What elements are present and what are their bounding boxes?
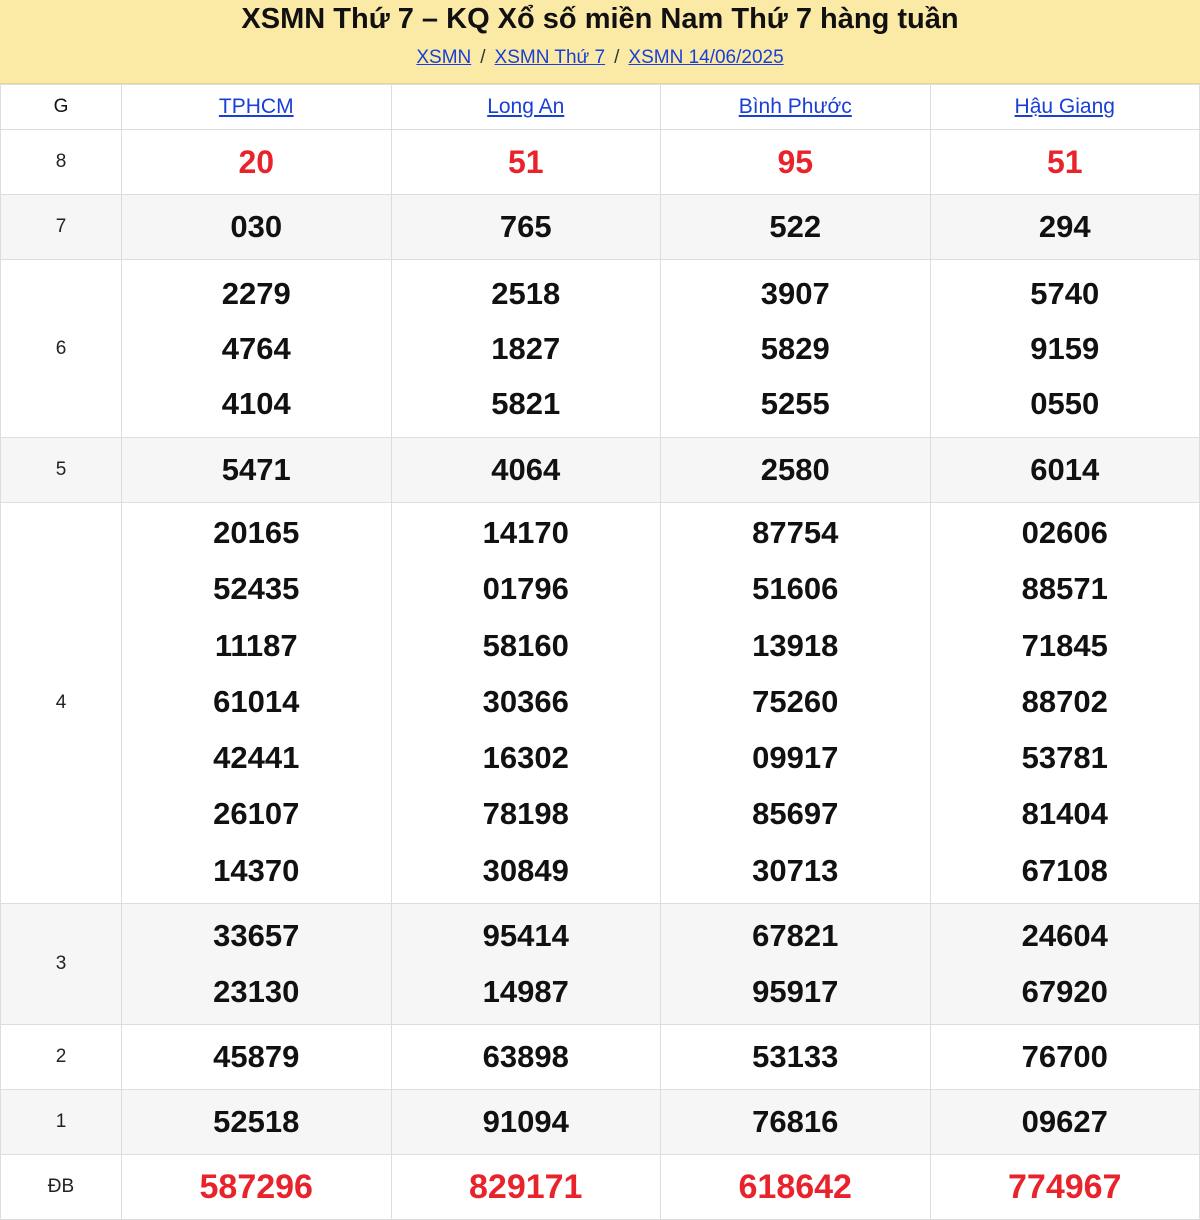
province-header-long-an xyxy=(391,85,661,130)
breadcrumb: XSMN / XSMN Thứ 7 / XSMN 14/06/2025 xyxy=(416,47,784,68)
province-link-hau-giang[interactable]: Hậu Giang xyxy=(1014,95,1115,118)
result-number: 52518 xyxy=(213,1104,300,1140)
result-number: 91094 xyxy=(482,1104,569,1140)
result-number: 81404 xyxy=(1021,796,1108,832)
result-cell xyxy=(122,438,392,503)
result-cell xyxy=(391,438,661,503)
result-number: 67920 xyxy=(1021,974,1108,1010)
prize-label: 4 xyxy=(1,503,122,904)
prize-label: 5 xyxy=(1,438,122,503)
prize-row-g4 xyxy=(1,503,1200,904)
results-table xyxy=(0,84,1200,1220)
result-number: 33657 xyxy=(213,918,300,954)
result-cell xyxy=(930,260,1200,438)
result-number: 14987 xyxy=(482,974,569,1010)
result-number: 01796 xyxy=(482,571,569,607)
result-number: 2279 xyxy=(221,276,291,311)
result-cell xyxy=(122,904,392,1025)
result-cell xyxy=(661,904,931,1025)
prize-row-g6 xyxy=(1,260,1200,438)
result-cell xyxy=(391,904,661,1025)
result-cell xyxy=(122,1025,392,1090)
result-cell xyxy=(661,130,931,195)
result-number: 76700 xyxy=(1021,1039,1108,1075)
province-header-binh-phuoc xyxy=(661,85,931,130)
province-link-tphcm[interactable]: TPHCM xyxy=(218,95,294,118)
prize-row-g8 xyxy=(1,130,1200,195)
result-cell xyxy=(930,503,1200,904)
result-number: 53133 xyxy=(752,1039,839,1075)
result-cell xyxy=(122,130,392,195)
prize-label: 7 xyxy=(1,195,122,260)
result-number: 6014 xyxy=(1030,452,1100,487)
result-number: 30713 xyxy=(752,852,839,888)
result-number: 5255 xyxy=(760,386,830,421)
province-link-long-an[interactable]: Long An xyxy=(487,95,565,118)
result-cell xyxy=(661,1090,931,1155)
result-number: 0550 xyxy=(1030,386,1100,421)
result-cell xyxy=(930,904,1200,1025)
result-cell xyxy=(930,438,1200,503)
result-number: 24604 xyxy=(1021,918,1108,954)
result-number: 88702 xyxy=(1021,683,1108,719)
result-number: 42441 xyxy=(213,740,300,776)
special-prize-number: 774967 xyxy=(1008,1167,1122,1206)
prize-label: 2 xyxy=(1,1025,122,1090)
result-cell xyxy=(122,1090,392,1155)
result-cell xyxy=(391,503,661,904)
result-number: 5821 xyxy=(491,386,561,421)
page-header xyxy=(0,0,1200,84)
prize-label: ĐB xyxy=(1,1155,122,1220)
result-cell xyxy=(391,1025,661,1090)
result-number: 13918 xyxy=(752,627,839,663)
prize-row-g7 xyxy=(1,195,1200,260)
result-number: 23130 xyxy=(213,974,300,1010)
result-cell xyxy=(122,503,392,904)
result-cell xyxy=(391,195,661,260)
result-cell xyxy=(661,260,931,438)
table-header-row xyxy=(1,85,1200,130)
result-number: 5829 xyxy=(760,331,830,366)
breadcrumb-xsmn-thu-7[interactable]: XSMN Thứ 7 xyxy=(494,47,606,68)
result-number: 765 xyxy=(499,209,552,244)
result-number: 45879 xyxy=(213,1039,300,1075)
result-number: 30366 xyxy=(482,683,569,719)
result-cell xyxy=(930,130,1200,195)
result-number: 53781 xyxy=(1021,740,1108,776)
result-number: 63898 xyxy=(482,1039,569,1075)
result-number: 030 xyxy=(230,209,283,244)
result-number: 51 xyxy=(507,143,544,180)
result-number: 5740 xyxy=(1030,276,1100,311)
result-number: 78198 xyxy=(482,796,569,832)
result-number: 2518 xyxy=(491,276,561,311)
result-number: 4064 xyxy=(491,452,561,487)
result-number: 4764 xyxy=(221,331,291,366)
page-title: XSMN Thứ 7 – KQ Xổ số miền Nam Thứ 7 hàng tuần xyxy=(241,3,959,35)
result-cell xyxy=(661,1025,931,1090)
result-number: 67108 xyxy=(1021,852,1108,888)
result-cell xyxy=(122,195,392,260)
result-number: 3907 xyxy=(760,276,830,311)
result-cell xyxy=(661,195,931,260)
province-header-tphcm xyxy=(122,85,392,130)
result-number: 51 xyxy=(1046,143,1083,180)
result-number: 09917 xyxy=(752,740,839,776)
result-number: 16302 xyxy=(482,740,569,776)
prize-row-g1 xyxy=(1,1090,1200,1155)
result-number: 95 xyxy=(777,143,814,180)
result-cell xyxy=(391,260,661,438)
result-number: 14370 xyxy=(213,852,300,888)
result-number: 294 xyxy=(1038,209,1091,244)
prize-row-g5 xyxy=(1,438,1200,503)
result-number: 11187 xyxy=(214,627,298,663)
result-number: 522 xyxy=(769,209,822,244)
result-cell xyxy=(661,503,931,904)
result-cell xyxy=(661,438,931,503)
result-number: 85697 xyxy=(752,796,839,832)
breadcrumb-xsmn[interactable]: XSMN xyxy=(416,47,472,68)
result-number: 2580 xyxy=(760,452,830,487)
result-number: 14170 xyxy=(482,515,569,550)
prize-column-header: G xyxy=(1,85,122,130)
result-number: 95917 xyxy=(752,974,839,1010)
prize-label: 1 xyxy=(1,1090,122,1155)
result-number: 30849 xyxy=(482,852,569,888)
result-number: 76816 xyxy=(752,1104,839,1140)
result-cell xyxy=(391,130,661,195)
result-number: 20165 xyxy=(213,515,300,550)
result-number: 20 xyxy=(238,143,275,180)
result-number: 51606 xyxy=(752,571,839,607)
prize-label: 3 xyxy=(1,904,122,1025)
result-number: 61014 xyxy=(213,683,300,719)
result-number: 67821 xyxy=(752,918,839,954)
result-number: 1827 xyxy=(491,331,561,366)
result-number: 71845 xyxy=(1021,627,1108,663)
result-number: 58160 xyxy=(482,627,569,663)
result-cell xyxy=(930,1025,1200,1090)
special-prize-number: 618642 xyxy=(738,1167,852,1206)
result-cell xyxy=(391,1090,661,1155)
prize-row-g2 xyxy=(1,1025,1200,1090)
result-cell xyxy=(930,1090,1200,1155)
prize-label: 6 xyxy=(1,260,122,438)
result-number: 02606 xyxy=(1021,515,1108,550)
province-header-hau-giang xyxy=(930,85,1200,130)
result-number: 95414 xyxy=(482,918,569,954)
result-number: 87754 xyxy=(752,515,839,550)
result-number: 26107 xyxy=(213,796,300,832)
result-number: 88571 xyxy=(1021,571,1108,607)
result-number: 75260 xyxy=(752,683,839,719)
result-number: 5471 xyxy=(221,452,291,487)
result-cell xyxy=(930,195,1200,260)
prize-row-g3 xyxy=(1,904,1200,1025)
result-number: 09627 xyxy=(1021,1104,1108,1140)
prize-label: 8 xyxy=(1,130,122,195)
result-cell xyxy=(122,260,392,438)
special-prize-number: 829171 xyxy=(469,1167,583,1206)
result-number: 9159 xyxy=(1030,331,1100,366)
breadcrumb-xsmn-date[interactable]: XSMN 14/06/2025 xyxy=(628,47,784,68)
result-number: 52435 xyxy=(213,571,300,607)
province-link-binh-phuoc[interactable]: Bình Phước xyxy=(738,95,852,118)
result-number: 4104 xyxy=(221,386,291,421)
special-prize-number: 587296 xyxy=(199,1167,313,1206)
